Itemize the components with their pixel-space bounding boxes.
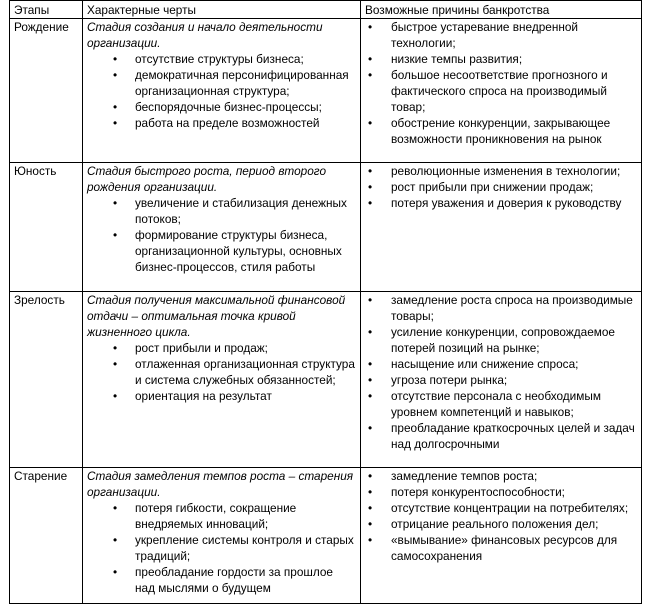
list-item: • укрепление системы контроля и старых традиций; bbox=[87, 532, 356, 564]
list-item: • замедление темпов роста; bbox=[365, 468, 637, 484]
list-item: • насыщение или снижение спроса; bbox=[365, 356, 637, 372]
stage-title: Стадия быстрого роста, период второго рождения организации. bbox=[87, 164, 327, 194]
stage-title: Стадия создания и начало деятельности организации. bbox=[87, 20, 323, 50]
causes-list bbox=[365, 163, 637, 211]
features-list bbox=[87, 500, 356, 596]
list-item: • усиление конкуренции, сопровождаемое потерей позиций на рынке; bbox=[365, 324, 637, 356]
list-item: • низкие темпы развития; bbox=[365, 51, 637, 67]
list-item: • отсутствие персонала с необходимым уровнем компетенций и навыков; bbox=[365, 388, 637, 420]
features-list bbox=[87, 51, 356, 131]
list-item: • отрицание реального положения дел; bbox=[365, 516, 637, 532]
causes-list bbox=[365, 468, 637, 564]
table-row bbox=[10, 468, 642, 604]
causes-cell bbox=[361, 468, 642, 604]
list-item: • замедление роста спроса на производимые товары; bbox=[365, 292, 637, 324]
list-item: • угроза потери рынка; bbox=[365, 372, 637, 388]
list-item: • отсутствие концентрации на потребителях; bbox=[365, 500, 637, 516]
stage-title: Стадия получения максимальной финансовой отдачи – оптимальная точка кривой жизненного цикла. bbox=[87, 293, 346, 339]
header-stage: Этапы bbox=[10, 1, 83, 19]
causes-list bbox=[365, 19, 637, 147]
table-row bbox=[10, 292, 642, 468]
features-list bbox=[87, 195, 356, 275]
list-item: • потеря гибкости, сокращение внедряемых инноваций; bbox=[87, 500, 356, 532]
list-item: • потеря конкурентоспособности; bbox=[365, 484, 637, 500]
stage-title: Стадия замедления темпов роста – старения организации. bbox=[87, 469, 354, 499]
list-item: • преобладание гордости за прошлое над мыслями о будущем bbox=[87, 564, 356, 596]
list-item: • отлаженная организационная структура и система служебных обязанностей; bbox=[87, 356, 356, 388]
causes-list bbox=[365, 292, 637, 452]
list-item: • увеличение и стабилизация денежных потоков; bbox=[87, 195, 356, 227]
list-item: • потеря уважения и доверия к руководству bbox=[365, 195, 637, 211]
stage-name: Старение bbox=[10, 468, 83, 604]
list-item: • демократичная персонифицированная организационная структура; bbox=[87, 67, 356, 99]
list-item: • преобладание краткосрочных целей и задач над долгосрочными bbox=[365, 420, 637, 452]
stage-name: Рождение bbox=[10, 19, 83, 163]
features-cell bbox=[83, 163, 361, 292]
stage-name: Юность bbox=[10, 163, 83, 292]
list-item: • «вымывание» финансовых ресурсов для самосохранения bbox=[365, 532, 637, 564]
header-causes: Возможные причины банкротства bbox=[361, 1, 642, 19]
features-cell bbox=[83, 468, 361, 604]
list-item: • рост прибыли при снижении продаж; bbox=[365, 179, 637, 195]
list-item: • формирование структуры бизнеса, организационной культуры, основных бизнес-процессов, стиля работы bbox=[87, 227, 356, 275]
list-item: • рост прибыли и продаж; bbox=[87, 340, 356, 356]
list-item: • ориентация на результат bbox=[87, 388, 356, 404]
list-item: • работа на пределе возможностей bbox=[87, 115, 356, 131]
table-row bbox=[10, 19, 642, 163]
table-row bbox=[10, 163, 642, 292]
header-row bbox=[10, 1, 642, 19]
list-item: • быстрое устаревание внедренной технологии; bbox=[365, 19, 637, 51]
list-item: • беспорядочные бизнес-процессы; bbox=[87, 99, 356, 115]
list-item: • большое несоответствие прогнозного и фактического спроса на производимый товар; bbox=[365, 67, 637, 115]
stage-name: Зрелость bbox=[10, 292, 83, 468]
causes-cell bbox=[361, 163, 642, 292]
list-item: • революционные изменения в технологии; bbox=[365, 163, 637, 179]
causes-cell bbox=[361, 292, 642, 468]
header-features: Характерные черты bbox=[83, 1, 361, 19]
causes-cell bbox=[361, 19, 642, 163]
features-cell bbox=[83, 19, 361, 163]
list-item: • отсутствие структуры бизнеса; bbox=[87, 51, 356, 67]
lifecycle-bankruptcy-table bbox=[9, 0, 642, 604]
list-item: • обострение конкуренции, закрывающее возможности проникновения на рынок bbox=[365, 115, 637, 147]
features-cell bbox=[83, 292, 361, 468]
features-list bbox=[87, 340, 356, 404]
